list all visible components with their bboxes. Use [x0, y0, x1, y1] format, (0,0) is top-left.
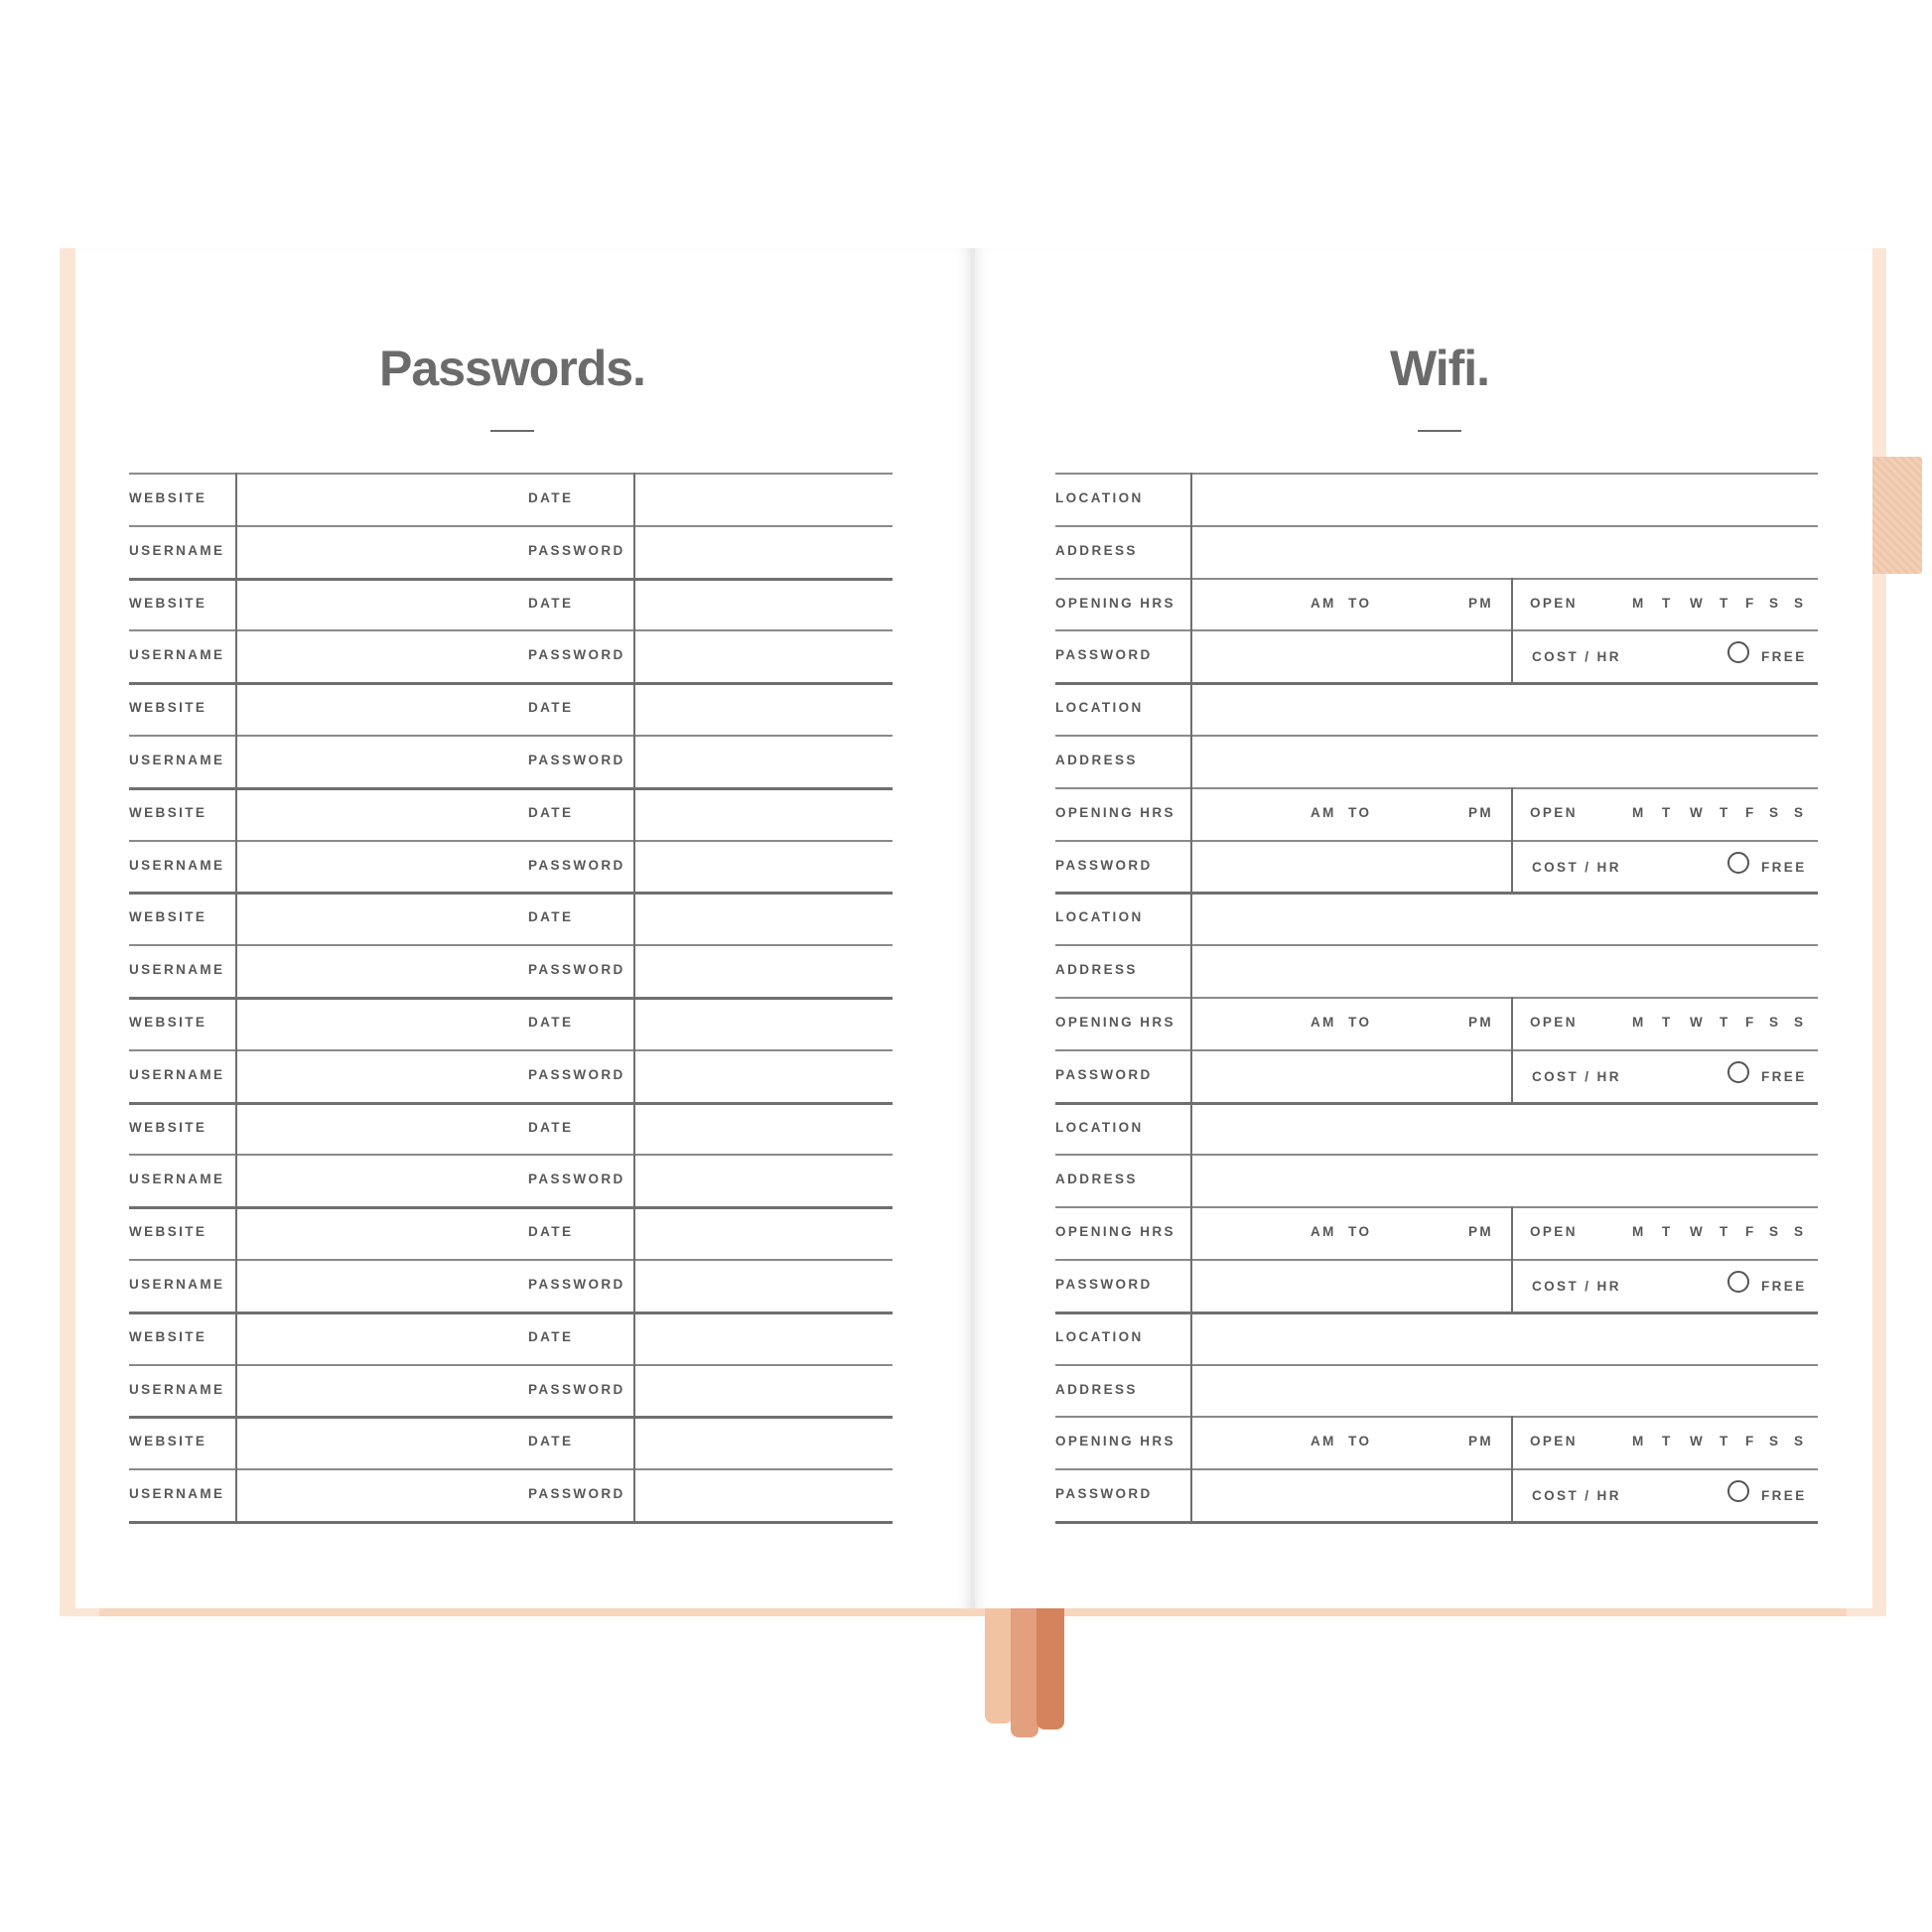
weekday-label[interactable]: S — [1769, 595, 1781, 611]
row-line — [129, 840, 893, 842]
location-field[interactable] — [1196, 896, 1812, 940]
address-field[interactable] — [1196, 1368, 1812, 1413]
password-field[interactable] — [639, 633, 889, 678]
location-label: LOCATION — [1055, 1328, 1144, 1344]
free-checkbox[interactable] — [1727, 1271, 1749, 1293]
am-to-label: AM TO — [1311, 595, 1372, 611]
ribbon-bookmark[interactable] — [985, 1606, 1013, 1724]
username-field[interactable] — [239, 739, 517, 783]
username-label: USERNAME — [129, 857, 225, 873]
weekday-label[interactable]: S — [1769, 1224, 1781, 1240]
pm-label: PM — [1468, 804, 1494, 820]
website-field[interactable] — [239, 686, 517, 731]
password-label: PASSWORD — [528, 1277, 625, 1292]
row-line — [1055, 1154, 1818, 1156]
entry-divider — [129, 578, 893, 581]
website-label: WEBSITE — [129, 909, 207, 925]
password-label: PASSWORD — [1055, 1277, 1153, 1292]
entry-divider — [1055, 1521, 1818, 1524]
location-label: LOCATION — [1055, 1119, 1144, 1135]
password-field[interactable] — [639, 948, 889, 993]
website-field[interactable] — [239, 896, 517, 940]
column-line — [235, 473, 237, 1521]
opening-hrs-label: OPENING HRS — [1055, 1434, 1175, 1449]
address-field[interactable] — [1196, 529, 1812, 574]
weekday-label[interactable]: T — [1662, 804, 1673, 820]
website-label: WEBSITE — [129, 1328, 207, 1344]
row-line — [129, 1468, 893, 1470]
row-line — [1055, 787, 1818, 789]
date-field[interactable] — [639, 1001, 889, 1045]
free-label: FREE — [1761, 1488, 1807, 1504]
username-label: USERNAME — [129, 542, 225, 558]
date-label: DATE — [528, 700, 574, 716]
open-label: OPEN — [1530, 1224, 1578, 1240]
username-field[interactable] — [239, 1368, 517, 1413]
username-label: USERNAME — [129, 1381, 225, 1397]
opening-hrs-label: OPENING HRS — [1055, 804, 1175, 820]
username-label: USERNAME — [129, 753, 225, 767]
location-field[interactable] — [1196, 477, 1812, 521]
weekday-label[interactable]: T — [1720, 595, 1730, 611]
am-to-label: AM TO — [1311, 1015, 1372, 1030]
row-line — [129, 1364, 893, 1366]
address-field[interactable] — [1196, 1158, 1812, 1202]
weekday-label[interactable]: M — [1632, 804, 1646, 820]
open-label: OPEN — [1530, 595, 1578, 611]
wifi-password-field[interactable] — [1196, 1053, 1504, 1098]
location-label: LOCATION — [1055, 490, 1144, 505]
username-label: USERNAME — [129, 1172, 225, 1187]
row-line — [1055, 1364, 1818, 1366]
weekday-label[interactable]: T — [1720, 1434, 1730, 1449]
date-field[interactable] — [639, 582, 889, 626]
row-line — [129, 735, 893, 737]
row-line — [129, 525, 893, 527]
address-label: ADDRESS — [1055, 542, 1138, 558]
date-label: DATE — [528, 909, 574, 925]
password-label: PASSWORD — [528, 857, 625, 873]
row-line — [129, 473, 893, 475]
weekday-label[interactable]: T — [1720, 1015, 1730, 1030]
password-label: PASSWORD — [528, 542, 625, 558]
free-label: FREE — [1761, 649, 1807, 665]
weekday-label[interactable]: F — [1745, 1434, 1756, 1449]
website-label: WEBSITE — [129, 1015, 207, 1030]
password-field[interactable] — [639, 739, 889, 783]
username-field[interactable] — [239, 1158, 517, 1202]
row-line — [129, 1049, 893, 1051]
weekday-label[interactable]: W — [1690, 595, 1706, 611]
password-label: PASSWORD — [1055, 1486, 1153, 1502]
website-label: WEBSITE — [129, 490, 207, 505]
password-field[interactable] — [639, 1472, 889, 1517]
location-field[interactable] — [1196, 1315, 1812, 1360]
weekday-label[interactable]: W — [1690, 1015, 1706, 1030]
row-line — [1055, 1416, 1818, 1418]
website-label: WEBSITE — [129, 595, 207, 611]
open-label: OPEN — [1530, 804, 1578, 820]
username-field[interactable] — [239, 633, 517, 678]
ribbon-bookmark[interactable] — [1036, 1606, 1064, 1729]
website-label: WEBSITE — [129, 1119, 207, 1135]
address-label: ADDRESS — [1055, 962, 1138, 978]
address-field[interactable] — [1196, 948, 1812, 993]
address-label: ADDRESS — [1055, 1381, 1138, 1397]
free-checkbox[interactable] — [1727, 1061, 1749, 1083]
website-label: WEBSITE — [129, 804, 207, 820]
address-field[interactable] — [1196, 739, 1812, 783]
website-field[interactable] — [239, 582, 517, 626]
website-label: WEBSITE — [129, 1224, 207, 1240]
date-label: DATE — [528, 1434, 574, 1449]
date-label: DATE — [528, 1224, 574, 1240]
date-label: DATE — [528, 804, 574, 820]
column-line — [1511, 1206, 1513, 1311]
website-field[interactable] — [239, 791, 517, 836]
row-line — [1055, 473, 1818, 475]
free-checkbox[interactable] — [1727, 852, 1749, 874]
row-line — [1055, 997, 1818, 999]
row-line — [1055, 1259, 1818, 1261]
wifi-password-field[interactable] — [1196, 1263, 1504, 1308]
location-field[interactable] — [1196, 1106, 1812, 1151]
entry-divider — [129, 787, 893, 790]
free-label: FREE — [1761, 1068, 1807, 1084]
title-divider — [490, 430, 534, 432]
elastic-band[interactable] — [1868, 457, 1922, 574]
free-label: FREE — [1761, 1279, 1807, 1294]
weekday-label[interactable]: T — [1662, 595, 1673, 611]
entry-divider — [129, 1416, 893, 1419]
website-label: WEBSITE — [129, 1434, 207, 1449]
password-field[interactable] — [639, 1053, 889, 1098]
cost-per-hour-label: COST / HR — [1532, 649, 1621, 665]
free-label: FREE — [1761, 859, 1807, 875]
address-label: ADDRESS — [1055, 1172, 1138, 1187]
password-label: PASSWORD — [528, 647, 625, 663]
weekday-label[interactable]: F — [1745, 595, 1756, 611]
date-field[interactable] — [639, 477, 889, 521]
weekday-label[interactable]: M — [1632, 1434, 1646, 1449]
password-label: PASSWORD — [528, 1172, 625, 1187]
wifi-password-field[interactable] — [1196, 633, 1504, 678]
entry-divider — [1055, 892, 1818, 895]
date-field[interactable] — [639, 1420, 889, 1464]
weekday-label[interactable]: M — [1632, 1015, 1646, 1030]
weekday-label[interactable]: S — [1794, 804, 1806, 820]
date-label: DATE — [528, 1328, 574, 1344]
am-to-label: AM TO — [1311, 804, 1372, 820]
ribbon-bookmark[interactable] — [1011, 1606, 1038, 1737]
website-field[interactable] — [239, 1106, 517, 1151]
row-line — [129, 1259, 893, 1261]
weekday-label[interactable]: T — [1662, 1015, 1673, 1030]
password-label: PASSWORD — [528, 1066, 625, 1082]
date-field[interactable] — [639, 1106, 889, 1151]
cost-per-hour-label: COST / HR — [1532, 1488, 1621, 1504]
entry-divider — [1055, 1102, 1818, 1105]
weekday-label[interactable]: F — [1745, 1224, 1756, 1240]
username-label: USERNAME — [129, 647, 225, 663]
row-line — [1055, 1468, 1818, 1470]
opening-hrs-label: OPENING HRS — [1055, 595, 1175, 611]
wifi-password-field[interactable] — [1196, 844, 1504, 889]
password-label: PASSWORD — [1055, 857, 1153, 873]
date-field[interactable] — [639, 1210, 889, 1255]
password-label: PASSWORD — [528, 1381, 625, 1397]
entry-divider — [1055, 682, 1818, 685]
weekday-label[interactable]: S — [1769, 1015, 1781, 1030]
password-field[interactable] — [639, 529, 889, 574]
row-line — [129, 629, 893, 631]
username-field[interactable] — [239, 1263, 517, 1308]
password-label: PASSWORD — [528, 1486, 625, 1502]
weekday-label[interactable]: W — [1690, 1434, 1706, 1449]
entry-divider — [1055, 1311, 1818, 1314]
cost-per-hour-label: COST / HR — [1532, 1068, 1621, 1084]
weekday-label[interactable]: S — [1794, 595, 1806, 611]
date-label: DATE — [528, 1119, 574, 1135]
entry-divider — [129, 682, 893, 685]
pm-label: PM — [1468, 1434, 1494, 1449]
website-field[interactable] — [239, 1420, 517, 1464]
weekday-label[interactable]: T — [1662, 1434, 1673, 1449]
date-label: DATE — [528, 1015, 574, 1030]
row-line — [1055, 1206, 1818, 1208]
password-field[interactable] — [639, 1158, 889, 1202]
row-line — [1055, 944, 1818, 946]
row-line — [1055, 629, 1818, 631]
pm-label: PM — [1468, 1015, 1494, 1030]
username-field[interactable] — [239, 529, 517, 574]
location-field[interactable] — [1196, 686, 1812, 731]
row-line — [1055, 1049, 1818, 1051]
website-field[interactable] — [239, 1001, 517, 1045]
cost-per-hour-label: COST / HR — [1532, 859, 1621, 875]
weekday-label[interactable]: M — [1632, 595, 1646, 611]
password-field[interactable] — [639, 1368, 889, 1413]
password-label: PASSWORD — [528, 962, 625, 978]
username-label: USERNAME — [129, 1066, 225, 1082]
entry-divider — [129, 892, 893, 895]
date-label: DATE — [528, 595, 574, 611]
open-label: OPEN — [1530, 1434, 1578, 1449]
row-line — [129, 944, 893, 946]
book-gutter — [971, 248, 975, 1608]
password-label: PASSWORD — [528, 753, 625, 767]
entry-divider — [129, 1206, 893, 1209]
username-label: USERNAME — [129, 1486, 225, 1502]
entry-divider — [129, 1102, 893, 1105]
username-label: USERNAME — [129, 1277, 225, 1292]
website-field[interactable] — [239, 477, 517, 521]
username-field[interactable] — [239, 948, 517, 993]
weekday-label[interactable]: S — [1794, 1224, 1806, 1240]
date-field[interactable] — [639, 896, 889, 940]
pm-label: PM — [1468, 1224, 1494, 1240]
opening-hrs-label: OPENING HRS — [1055, 1224, 1175, 1240]
row-line — [129, 1154, 893, 1156]
date-field[interactable] — [639, 1315, 889, 1360]
title-divider — [1418, 430, 1461, 432]
weekday-label[interactable]: S — [1794, 1434, 1806, 1449]
column-line — [1511, 578, 1513, 683]
date-label: DATE — [528, 490, 574, 505]
weekday-label[interactable]: F — [1745, 804, 1756, 820]
username-label: USERNAME — [129, 962, 225, 978]
row-line — [1055, 525, 1818, 527]
password-label: PASSWORD — [1055, 647, 1153, 663]
open-label: OPEN — [1530, 1015, 1578, 1030]
am-to-label: AM TO — [1311, 1224, 1372, 1240]
weekday-label[interactable]: T — [1720, 804, 1730, 820]
row-line — [1055, 735, 1818, 737]
username-field[interactable] — [239, 844, 517, 889]
location-label: LOCATION — [1055, 909, 1144, 925]
website-field[interactable] — [239, 1315, 517, 1360]
column-line — [633, 473, 635, 1521]
password-field[interactable] — [639, 1263, 889, 1308]
weekday-label[interactable]: S — [1769, 1434, 1781, 1449]
row-line — [1055, 840, 1818, 842]
am-to-label: AM TO — [1311, 1434, 1372, 1449]
password-field[interactable] — [639, 844, 889, 889]
row-line — [1055, 578, 1818, 580]
username-field[interactable] — [239, 1053, 517, 1098]
weekday-label[interactable]: S — [1794, 1015, 1806, 1030]
weekday-label[interactable]: S — [1769, 804, 1781, 820]
website-field[interactable] — [239, 1210, 517, 1255]
page-title: Wifi. — [1389, 341, 1490, 396]
column-line — [1511, 1416, 1513, 1521]
username-field[interactable] — [239, 1472, 517, 1517]
location-label: LOCATION — [1055, 700, 1144, 716]
weekday-label[interactable]: W — [1690, 804, 1706, 820]
entry-divider — [129, 997, 893, 1000]
weekday-label[interactable]: T — [1720, 1224, 1730, 1240]
column-line — [1511, 997, 1513, 1102]
entry-divider — [129, 1311, 893, 1314]
weekday-label[interactable]: F — [1745, 1015, 1756, 1030]
weekday-label[interactable]: W — [1690, 1224, 1706, 1240]
column-line — [1511, 787, 1513, 893]
password-label: PASSWORD — [1055, 1066, 1153, 1082]
address-label: ADDRESS — [1055, 753, 1138, 767]
entry-divider — [129, 1521, 893, 1524]
wifi-password-field[interactable] — [1196, 1472, 1504, 1517]
page-title: Passwords. — [379, 341, 645, 396]
pm-label: PM — [1468, 595, 1494, 611]
weekday-label[interactable]: M — [1632, 1224, 1646, 1240]
date-field[interactable] — [639, 686, 889, 731]
date-field[interactable] — [639, 791, 889, 836]
column-line — [1190, 473, 1192, 1521]
website-label: WEBSITE — [129, 700, 207, 716]
cost-per-hour-label: COST / HR — [1532, 1279, 1621, 1294]
weekday-label[interactable]: T — [1662, 1224, 1673, 1240]
opening-hrs-label: OPENING HRS — [1055, 1015, 1175, 1030]
